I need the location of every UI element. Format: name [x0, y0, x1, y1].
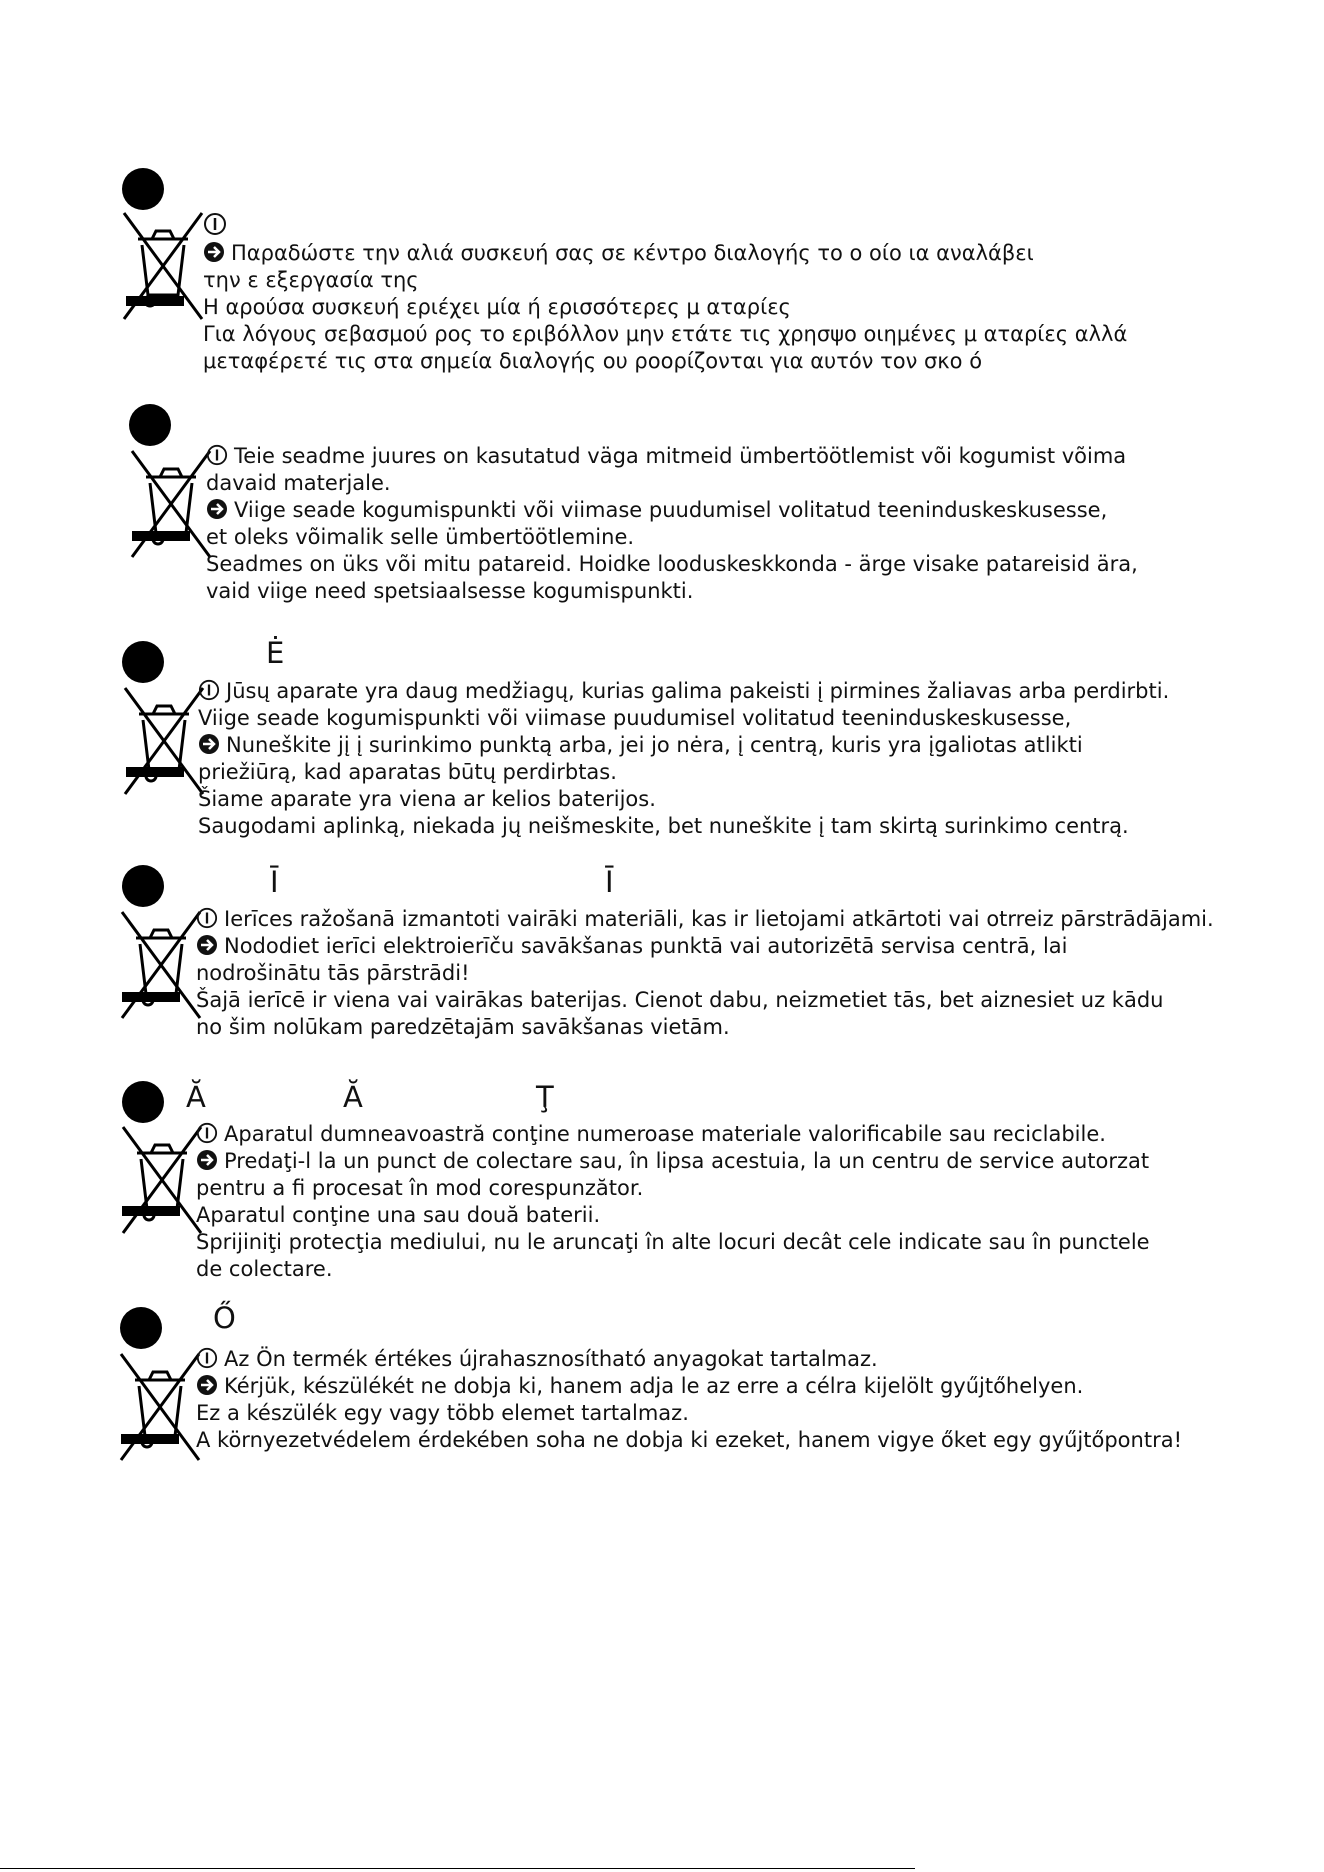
body-text: Viige seade kogumispunkti või viimase puudumisel volitatud teeninduskeskusesse, [234, 498, 1108, 522]
language-bullet [120, 1307, 162, 1349]
body-line: Saugodami aplinką, niekada jų neišmeskite, bet nuneškite į tam skirtą surinkimo centrą. [198, 814, 1129, 838]
body-line: μεταφέρετέ τις στα σημεία διαλογής ου ροορίζονται για αυτόν τον σκο ό [203, 349, 983, 373]
section-heading: Ő [213, 1301, 236, 1335]
language-bullet [122, 865, 164, 907]
language-bullet [129, 404, 171, 446]
section-heading-c: Ţ [536, 1080, 554, 1114]
solid-bar [122, 1206, 180, 1216]
body-line: Η αρούσα συσκευή εριέχει μία ή ερισσότερες μ αταρίες [203, 295, 791, 319]
solid-bar [121, 1434, 179, 1444]
body-line [196, 1373, 1182, 1400]
info-circle-icon [206, 444, 228, 466]
body-line: et oleks võimalik selle ümbertöötlemine. [206, 525, 635, 549]
body-line [206, 497, 1138, 524]
body-text: Παραδώστε την αλιά συσκευή σας σε κέντρο διαλογής το ο οίο ια αναλάβει [231, 241, 1034, 265]
solid-bar [122, 992, 180, 1002]
body-line: pentru a fi procesat în mod corespunzător. [196, 1176, 644, 1200]
body-line: Για λόγους σεβασμού ρος το εριβόλλον μην ετάτε τις χρησψο οιημένες μ αταρίες αλλά [203, 322, 1128, 346]
body-line [196, 906, 1214, 933]
body-text: Teie seadme juures on kasutatud väga mitmeid ümbertöötlemist või kogumist võima [234, 444, 1127, 468]
section-body [206, 443, 1138, 605]
solid-bar [132, 531, 190, 541]
arrow-circle-icon [196, 1374, 218, 1396]
body-line: nodrošinātu tās pārstrādi! [196, 961, 470, 985]
crossed-out-wheelie-bin-icon [123, 686, 205, 798]
body-line: Šajā ierīcē ir viena vai vairākas baterijas. Cienot dabu, neizmetiet tās, bet aiznesiet uz kādu [196, 988, 1164, 1012]
body-line [196, 1148, 1150, 1175]
body-line: Šiame aparate yra viena ar kelios baterijos. [198, 787, 656, 811]
body-text: Aparatul dumneavoastră conţine numeroase materiale valorificabile sau reciclabile. [224, 1122, 1106, 1146]
section-body [196, 1121, 1150, 1283]
crossed-out-wheelie-bin-icon [119, 1352, 201, 1464]
info-circle-icon [198, 679, 220, 701]
section-heading: Ė [266, 636, 285, 670]
body-line: vaid viige need spetsiaalsesse kogumispunkti. [206, 579, 694, 603]
crossed-out-wheelie-bin-icon [120, 910, 202, 1022]
solid-bar [126, 296, 184, 306]
body-text: Nuneškite jį į surinkimo punktą arba, jei jo nėra, į centrą, kuris yra įgaliotas atlikti [226, 733, 1083, 757]
info-circle-icon [196, 1122, 218, 1144]
body-line: de colectare. [196, 1257, 333, 1281]
arrow-circle-icon [206, 498, 228, 520]
body-line [196, 933, 1214, 960]
section-heading-right: Ī [605, 865, 614, 899]
info-circle-icon [196, 907, 218, 929]
language-bullet [122, 641, 164, 683]
body-line [196, 1346, 1182, 1373]
crossed-out-wheelie-bin-icon [122, 211, 204, 323]
body-text: Ierīces ražošanā izmantoti vairāki materiāli, kas ir lietojami atkārtoti vai otrreiz pārstrādājami. [224, 907, 1214, 931]
body-line [198, 678, 1169, 705]
solid-bar [126, 767, 184, 777]
arrow-circle-icon [196, 1149, 218, 1171]
crossed-out-wheelie-bin-icon [130, 449, 212, 561]
body-text: Jūsų aparate yra daug medžiagų, kurias galima pakeisti į pirmines žaliavas arba perdirbti. [226, 679, 1170, 703]
body-line [198, 732, 1169, 759]
body-line: A környezetvédelem érdekében soha ne dobja ki ezeket, hanem vigye őket egy gyűjtőpontra! [196, 1428, 1182, 1452]
body-text: Predaţi-l la un punct de colectare sau, în lipsa acestuia, la un centru de service autorzat [224, 1149, 1150, 1173]
body-text: Nododiet ierīci elektroierīču savākšanas punktā vai autorizētā servisa centrā, lai [224, 934, 1068, 958]
arrow-circle-icon [203, 241, 225, 263]
section-body [203, 240, 1127, 375]
body-line: Viige seade kogumispunkti või viimase puudumisel volitatud teeninduskeskusesse, [198, 706, 1072, 730]
body-line [203, 240, 1127, 267]
crossed-out-wheelie-bin-icon [121, 1125, 203, 1237]
body-text: Kérjük, készülékét ne dobja ki, hanem adja le az erre a célra kijelölt gyűjtőhelyen. [224, 1374, 1084, 1398]
body-line: Sprijiniţi protecţia mediului, nu le aruncaţi în alte locuri decât cele indicate sau în punctele [196, 1230, 1150, 1254]
body-line: Aparatul conţine una sau două baterii. [196, 1203, 601, 1227]
section-heading-a: Ă [186, 1080, 206, 1114]
body-line: Ez a készülék egy vagy több elemet tartalmaz. [196, 1401, 689, 1425]
info-circle-icon [196, 1347, 218, 1369]
language-bullet [122, 1081, 164, 1123]
body-line: no šim nolūkam paredzētajām savākšanas vietām. [196, 1015, 730, 1039]
section-heading-b: Ă [343, 1080, 363, 1114]
language-bullet [122, 168, 164, 210]
body-line: Seadmes on üks või mitu patareid. Hoidke looduskeskkonda - ärge visake patareisid ära, [206, 552, 1138, 576]
body-line [206, 443, 1138, 470]
bottom-rule [0, 1868, 915, 1869]
body-text: Az Ön termék értékes újrahasznosítható anyagokat tartalmaz. [224, 1347, 878, 1371]
arrow-circle-icon [198, 733, 220, 755]
info-circle-icon [203, 212, 227, 236]
body-line: priežiūrą, kad aparatas būtų perdirbtas. [198, 760, 617, 784]
section-body [196, 1346, 1182, 1454]
section-heading-left: Ī [270, 865, 279, 899]
body-line: την ε εξεργασία της [203, 268, 419, 292]
body-line: davaid materjale. [206, 471, 391, 495]
section-body [196, 906, 1214, 1041]
arrow-circle-icon [196, 934, 218, 956]
body-line [196, 1121, 1150, 1148]
section-body [198, 678, 1169, 840]
